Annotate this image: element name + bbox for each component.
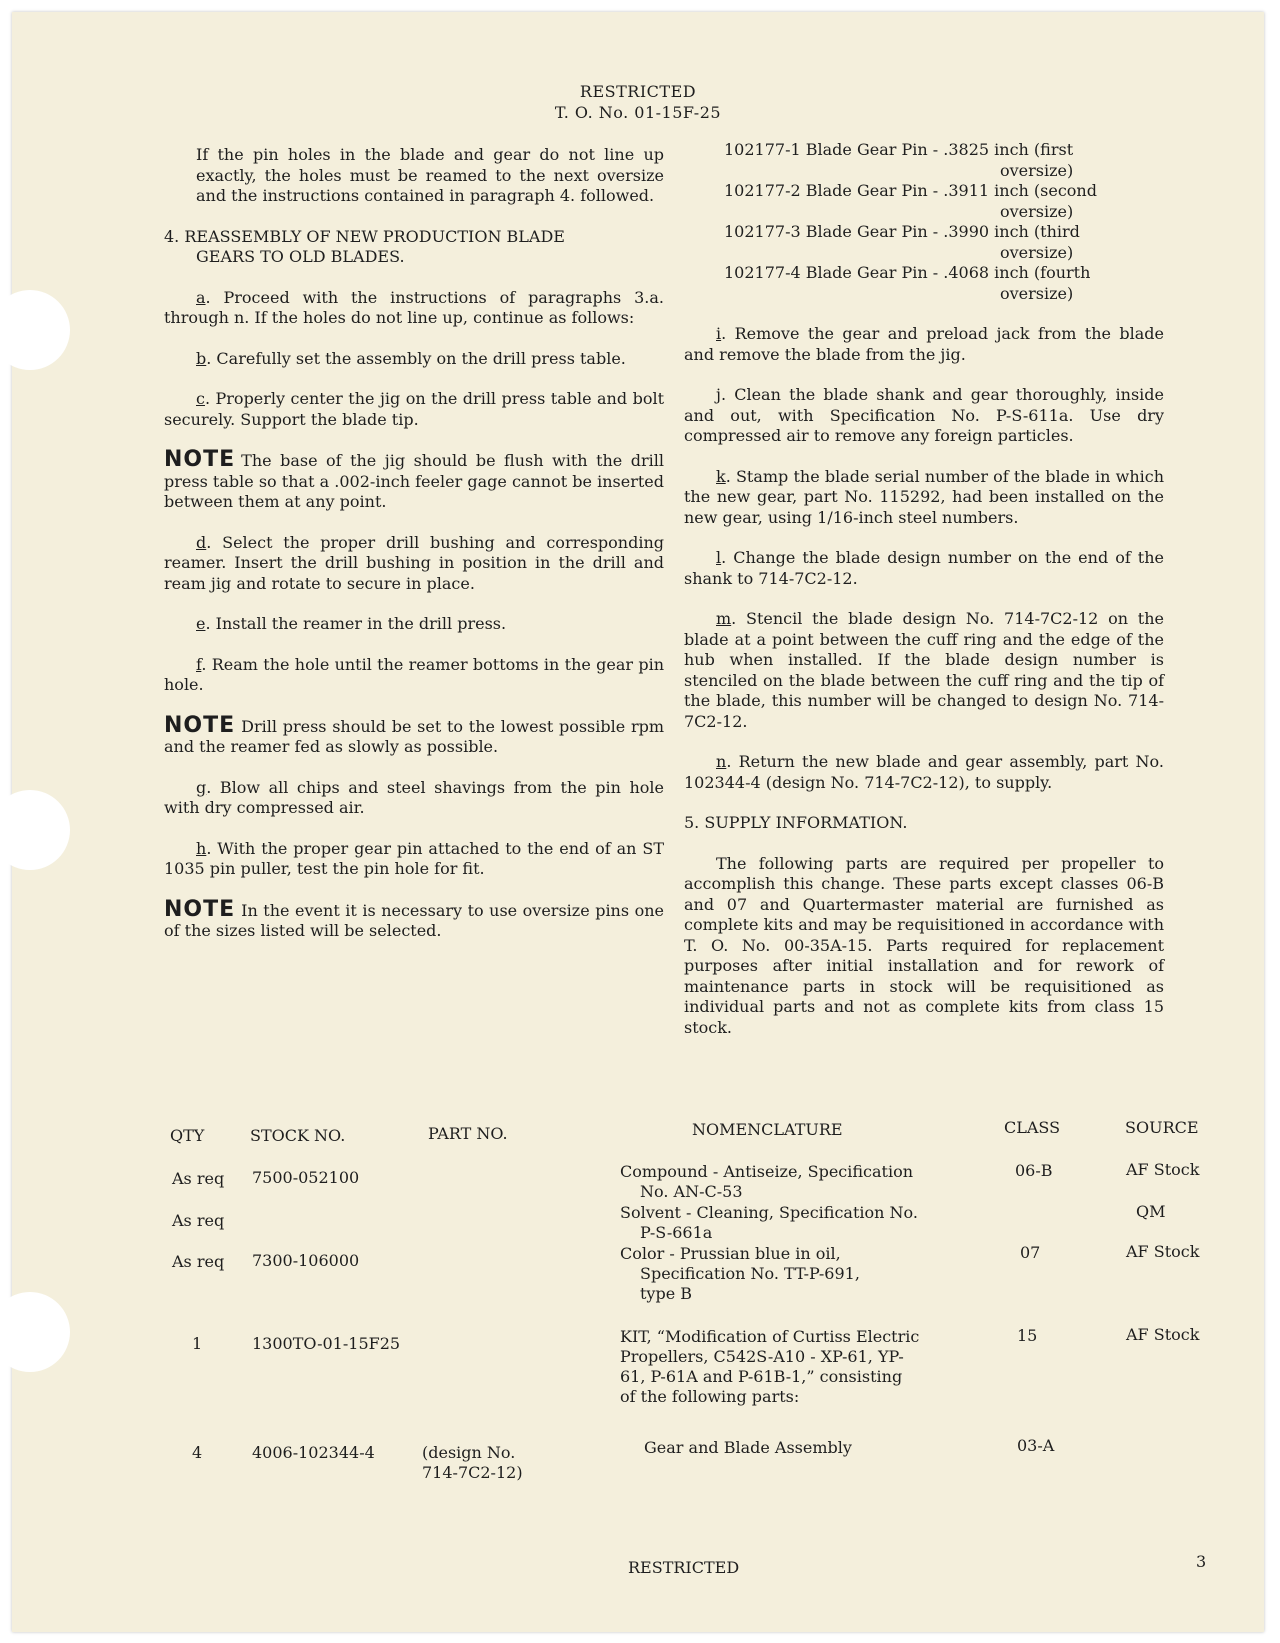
row3-source: AF Stock — [1126, 1242, 1200, 1261]
header-qty: QTY — [170, 1126, 205, 1145]
section-4-line1: 4. REASSEMBLY OF NEW PRODUCTION BLADE — [164, 226, 565, 246]
header-to-number: T. O. No. 01-15F-25 — [554, 103, 722, 122]
parts-table — [12, 12, 1264, 1632]
row3-qty: As req — [172, 1252, 225, 1271]
row5-part2: 714-7C2-12) — [422, 1463, 523, 1482]
header-class: CLASS — [1004, 1118, 1061, 1137]
row2-nom2: P-S-661a — [640, 1223, 713, 1242]
step-m: m. Stencil the blade design No. 714-7C2-12 on the blade at a point between the cuff ring and the edge of the hub when installed. If the blade design number is stenciled on the blade between the cuff ring and the tip of the blade, this number will be changed to design No. 714-7C2-12. — [684, 609, 1164, 731]
row5-qty: 4 — [192, 1443, 203, 1462]
supply-paragraph: The following parts are required per propeller to accomplish this change. These parts except classes 06-B and 07 and Quartermaster material are furnished as complete kits and may be requisitioned in accordance with T. O. No. 00-35A-15. Parts required for replacement purposes after initial installation and for rework of maintenance parts in stock will be requisitioned as individual parts and not as complete kits from class 15 stock. — [684, 853, 1164, 1037]
section-5-heading: 5. SUPPLY INFORMATION. — [684, 813, 908, 832]
footer-restricted: RESTRICTED — [628, 1558, 740, 1577]
step-e: e. Install the reamer in the drill press. — [196, 614, 507, 633]
row4-stock: 1300TO-01-15F25 — [252, 1334, 401, 1353]
step-j: j. Clean the blade shank and gear thoroughly, inside and out, with Specification No. P-S-611a. Use dry compressed air to remove any foreign particles. — [684, 385, 1164, 445]
row2-qty: As req — [172, 1211, 225, 1230]
pin-size-2: 102177-2 Blade Gear Pin - .3911 inch (second oversize) — [724, 181, 1097, 221]
row2-source: QM — [1136, 1202, 1166, 1221]
header-source: SOURCE — [1125, 1118, 1199, 1137]
row3-nom3: type B — [640, 1284, 693, 1303]
row1-class: 06-B — [1015, 1161, 1053, 1180]
row2-nom1: Solvent - Cleaning, Specification No. — [620, 1203, 918, 1222]
row1-source: AF Stock — [1126, 1160, 1200, 1179]
step-f: f. Ream the hole until the reamer bottoms in the gear pin hole. — [164, 654, 664, 694]
pin-size-1: 102177-1 Blade Gear Pin - .3825 inch (first oversize) — [724, 140, 1074, 180]
header-part-no: PART NO. — [428, 1124, 508, 1143]
row1-stock: 7500-052100 — [252, 1168, 360, 1187]
row5-stock: 4006-102344-4 — [252, 1443, 375, 1462]
step-n: n. Return the new blade and gear assembly, part No. 102344-4 (design No. 714-7C2-12), to supply. — [684, 752, 1164, 792]
note-1: NOTE The base of the jig should be flush with the drill press table so that a .002-inch feeler gage cannot be inserted between them at any point. — [164, 447, 664, 511]
step-l: l. Change the blade design number on the end of the shank to 714-7C2-12. — [684, 548, 1164, 588]
step-b: b. Carefully set the assembly on the drill press table. — [196, 348, 626, 368]
row1-nom1: Compound - Antiseize, Specification — [620, 1162, 914, 1181]
row4-qty: 1 — [192, 1334, 203, 1353]
header-restricted: RESTRICTED — [579, 82, 697, 101]
step-g: g. Blow all chips and steel shavings from the pin hole with dry compressed air. — [164, 777, 664, 817]
row3-nom2: Specification No. TT-P-691, — [640, 1264, 860, 1283]
note-2: NOTE Drill press should be set to the lowest possible rpm and the reamer fed as slowly as possible. — [164, 712, 664, 756]
page-number: 3 — [1196, 1552, 1207, 1571]
row4-class: 15 — [1017, 1326, 1038, 1345]
row1-qty: As req — [172, 1169, 225, 1188]
step-k: k. Stamp the blade serial number of the blade in which the new gear, part No. 115292, had been installed on the new gear, using 1/16-inch steel numbers. — [684, 466, 1164, 527]
row3-nom1: Color - Prussian blue in oil, — [620, 1244, 841, 1263]
step-a: a. Proceed with the instructions of paragraphs 3.a. through n. If the holes do not line up, continue as follows: — [164, 287, 664, 327]
row4-nom1: KIT, “Modification of Curtiss Electric — [620, 1327, 920, 1346]
row5-part1: (design No. — [422, 1443, 516, 1462]
pin-size-3: 102177-3 Blade Gear Pin - .3990 inch (third oversize) — [724, 222, 1080, 262]
row4-nom4: of the following parts: — [620, 1387, 800, 1406]
row5-class: 03-A — [1017, 1436, 1055, 1455]
header-nomenclature: NOMENCLATURE — [692, 1120, 843, 1139]
document-page — [12, 12, 1264, 1632]
row1-nom2: No. AN-C-53 — [640, 1182, 743, 1201]
row3-stock: 7300-106000 — [252, 1251, 360, 1270]
step-c: c. Properly center the jig on the drill press table and bolt securely. Support the blade tip. — [164, 389, 664, 429]
row3-class: 07 — [1020, 1243, 1041, 1262]
row4-source: AF Stock — [1126, 1325, 1200, 1344]
step-d: d. Select the proper drill bushing and corresponding reamer. Insert the drill bushing in position in the drill and ream jig and rotate to secure in place. — [164, 532, 664, 593]
row4-nom2: Propellers, C542S-A10 - XP-61, YP- — [620, 1347, 904, 1366]
note-3: NOTE In the event it is necessary to use oversize pins one of the sizes listed will be selected. — [164, 896, 664, 940]
row4-nom3: 61, P-61A and P-61B-1,” consisting — [620, 1367, 903, 1386]
section-4-line2: GEARS TO OLD BLADES. — [196, 247, 405, 266]
intro-paragraph: If the pin holes in the blade and gear do not line up exactly, the holes must be reamed to the next oversize and the instructions contained in paragraph 4. followed. — [196, 145, 664, 205]
pin-size-4: 102177-4 Blade Gear Pin - .4068 inch (fourth oversize) — [724, 263, 1091, 303]
step-i: i. Remove the gear and preload jack from the blade and remove the blade from the jig. — [684, 324, 1164, 364]
step-h: h. With the proper gear pin attached to the end of an ST 1035 pin puller, test the pin hole for fit. — [164, 838, 664, 878]
header-stock-no: STOCK NO. — [250, 1126, 346, 1145]
row5-nom1: Gear and Blade Assembly — [644, 1438, 852, 1457]
